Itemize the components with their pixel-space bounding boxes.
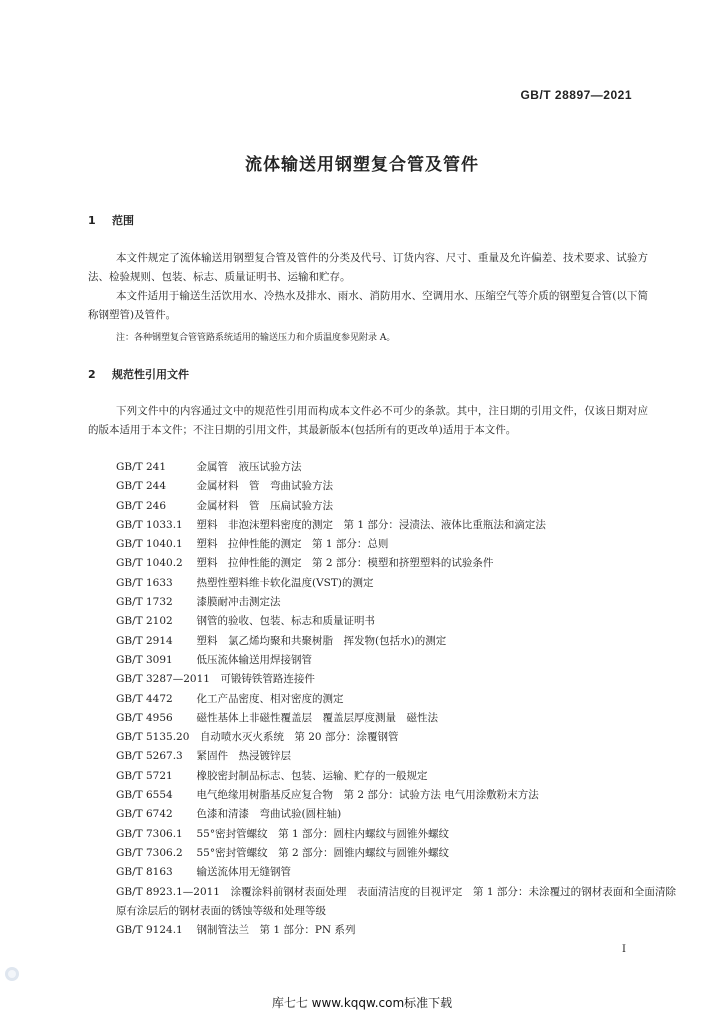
normative-refs-intro: 下列文件中的内容通过文中的规范性引用而构成本文件必不可少的条款。其中，注日期的引用文件，仅该日期对应的版本适用于本文件；不注日期的引用文件，其最新版本(包括所有的更改单)适用于本文件。 bbox=[88, 405, 648, 436]
reference-item bbox=[116, 670, 656, 689]
reference-item bbox=[116, 535, 656, 554]
document-title: 流体输送用钢塑复合管及管件 bbox=[245, 155, 479, 175]
reference-title: 化工产品密度、相对密度的测定 bbox=[196, 692, 344, 705]
section-number: 1 bbox=[88, 214, 96, 227]
reference-code: GB/T 9124.1 bbox=[116, 924, 183, 937]
reference-code: GB/T 4472 bbox=[116, 692, 173, 705]
reference-title: 金属管 液压试验方法 bbox=[196, 461, 302, 473]
reference-title: 输送流体用无缝钢管 bbox=[196, 866, 291, 879]
reference-code: GB/T 5721 bbox=[116, 769, 173, 782]
reference-code: GB/T 2914 bbox=[116, 634, 173, 647]
reference-item bbox=[116, 786, 656, 805]
reference-code: GB/T 7306.1 bbox=[116, 827, 183, 840]
scope-paragraph-2: 本文件适用于输送生活饮用水、冷热水及排水、雨水、消防用水、空调用水、压缩空气等介质的钢塑复合管(以下简称钢塑管)及管件。 bbox=[88, 290, 648, 321]
reference-code: GB/T 1033.1 bbox=[116, 518, 183, 531]
reference-title: 55°密封管螺纹 第 1 部分：圆柱内螺纹与圆锥外螺纹 bbox=[196, 827, 449, 840]
reference-code: GB/T 246 bbox=[116, 499, 167, 512]
reference-item bbox=[116, 709, 656, 728]
reference-code: GB/T 6554 bbox=[116, 789, 173, 802]
reference-item bbox=[116, 921, 656, 940]
reference-item bbox=[116, 632, 656, 651]
reference-list bbox=[116, 458, 676, 940]
reference-code: GB/T 8923.1—2011 bbox=[116, 885, 220, 898]
section-number: 2 bbox=[88, 368, 96, 381]
reference-title: 低压流体输送用焊接钢管 bbox=[196, 653, 312, 666]
reference-title: 漆膜耐冲击测定法 bbox=[196, 596, 281, 609]
reference-code: GB/T 3091 bbox=[116, 653, 173, 666]
reference-title: 磁性基体上非磁性覆盖层 覆盖层厚度测量 磁性法 bbox=[196, 711, 438, 724]
reference-code: GB/T 1040.2 bbox=[116, 557, 183, 570]
reference-code: GB/T 1040.1 bbox=[116, 538, 183, 551]
reference-code: GB/T 8163 bbox=[116, 866, 173, 879]
reference-code: GB/T 3287—2011 bbox=[116, 673, 210, 686]
footer-download-text: 库七七 www.kqqw.com标准下载 bbox=[271, 996, 453, 1010]
reference-item bbox=[116, 805, 656, 824]
reference-code: GB/T 1633 bbox=[116, 576, 173, 589]
reference-code: GB/T 1732 bbox=[116, 596, 173, 609]
reference-code: GB/T 5267.3 bbox=[116, 750, 183, 763]
reference-title: 金属材料 管 压扁试验方法 bbox=[196, 499, 333, 512]
reference-item bbox=[116, 767, 656, 786]
reference-item bbox=[116, 747, 656, 766]
reference-item bbox=[116, 458, 656, 477]
reference-title: 可锻铸铁管路连接件 bbox=[220, 673, 315, 686]
reference-title: 钢管的验收、包装、标志和质量证明书 bbox=[196, 615, 375, 628]
reference-item bbox=[116, 651, 656, 670]
reference-item bbox=[116, 863, 656, 882]
reference-title: 色漆和清漆 弯曲试验(圆柱轴) bbox=[196, 808, 342, 821]
reference-item bbox=[116, 593, 656, 612]
page-number: I bbox=[622, 944, 626, 955]
section-title: 范围 bbox=[112, 214, 134, 227]
reference-item bbox=[116, 574, 656, 593]
reference-item bbox=[88, 883, 676, 922]
reference-item bbox=[116, 497, 656, 516]
watermark-logo-icon bbox=[4, 966, 20, 982]
reference-title: 塑料 拉伸性能的测定 第 2 部分：模塑和挤塑塑料的试验条件 bbox=[196, 557, 494, 570]
section-1-heading bbox=[88, 212, 134, 228]
reference-code: GB/T 7306.2 bbox=[116, 846, 183, 859]
reference-title: 钢制管法兰 第 1 部分：PN 系列 bbox=[196, 924, 356, 937]
reference-title: 电气绝缘用树脂基反应复合物 第 2 部分：试验方法 电气用涂敷粉末方法 bbox=[196, 789, 539, 802]
reference-title: 塑料 非泡沫塑料密度的测定 第 1 部分：浸渍法、液体比重瓶法和滴定法 bbox=[196, 518, 546, 531]
reference-title: 塑料 拉伸性能的测定 第 1 部分：总则 bbox=[196, 538, 389, 551]
reference-item bbox=[116, 612, 656, 631]
scope-paragraph-1: 本文件规定了流体输送用钢塑复合管及管件的分类及代号、订货内容、尺寸、重量及允许偏差、技术要求、试验方法、检验规则、包装、标志、质量证明书、运输和贮存。 bbox=[88, 252, 648, 283]
reference-title: 热塑性塑料维卡软化温度(VST)的测定 bbox=[196, 576, 374, 589]
reference-item bbox=[116, 477, 656, 496]
reference-code: GB/T 5135.20 bbox=[116, 731, 190, 744]
reference-item bbox=[116, 844, 656, 863]
section-title: 规范性引用文件 bbox=[112, 368, 189, 381]
reference-title: 塑料 氯乙烯均聚和共聚树脂 挥发物(包括水)的测定 bbox=[196, 634, 447, 647]
reference-title: 金属材料 管 弯曲试验方法 bbox=[196, 480, 333, 493]
reference-code: GB/T 244 bbox=[116, 480, 167, 493]
reference-code: GB/T 241 bbox=[116, 461, 167, 473]
standard-number: GB/T 28897—2021 bbox=[520, 88, 632, 102]
reference-item bbox=[116, 690, 656, 709]
reference-title: 自动喷水灭火系统 第 20 部分：涂覆钢管 bbox=[199, 731, 399, 744]
reference-title: 55°密封管螺纹 第 2 部分：圆锥内螺纹与圆锥外螺纹 bbox=[196, 846, 449, 859]
reference-item bbox=[116, 516, 656, 535]
reference-item bbox=[116, 728, 656, 747]
reference-item bbox=[116, 554, 656, 573]
reference-item bbox=[116, 825, 656, 844]
reference-code: GB/T 4956 bbox=[116, 711, 173, 724]
section-2-heading bbox=[88, 366, 189, 382]
reference-title: 涂覆涂料前钢材表面处理 表面清洁度的目视评定 第 1 部分：未涂覆过的钢材表面和全面清除原有涂层后的钢材表面的锈蚀等级和处理等级 bbox=[116, 885, 676, 917]
reference-code: GB/T 6742 bbox=[116, 808, 173, 821]
reference-code: GB/T 2102 bbox=[116, 615, 173, 628]
reference-title: 橡胶密封制品标志、包装、运输、贮存的一般规定 bbox=[196, 769, 428, 782]
reference-title: 紧固件 热浸镀锌层 bbox=[196, 750, 291, 763]
scope-note: 注：各种钢塑复合管管路系统适用的输送压力和介质温度参见附录 A。 bbox=[116, 333, 396, 343]
